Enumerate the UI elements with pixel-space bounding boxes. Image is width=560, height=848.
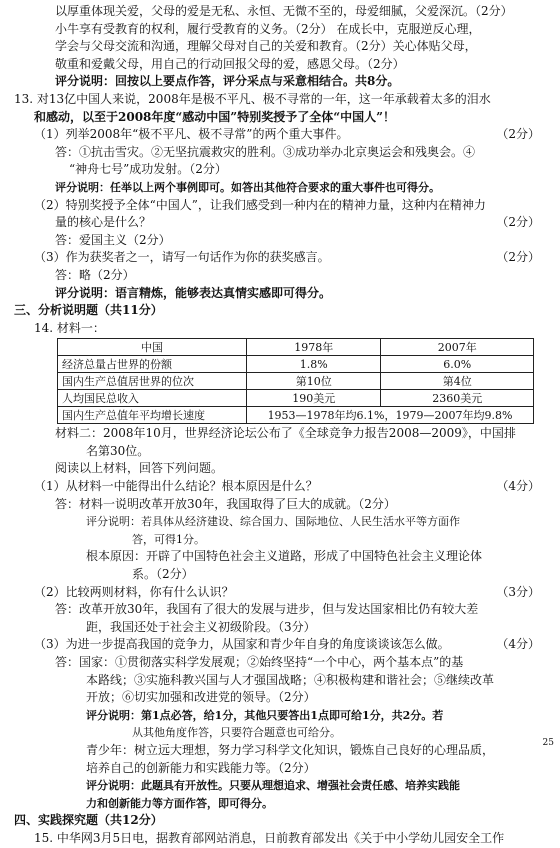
- table-row: [58, 407, 534, 424]
- text-line: 以厚重体现关爱，父母的爱是无私、永恒、无微不至的，母爱细腻，父爱深沉。（2分）: [55, 4, 513, 18]
- table-cell: 6.0%: [381, 356, 534, 373]
- sub-question: [14, 197, 546, 215]
- answer-line: 系。（2分）: [132, 567, 194, 582]
- scoring-note: 从其他角度作答，只要符合题意也可给分。: [132, 726, 341, 740]
- points-label: （2分）: [496, 215, 540, 230]
- answer-line: 培养自己的创新能力和实践能力等。（2分）: [86, 760, 316, 775]
- sub-question-text: （1）列举2008年“极不平凡、极不寻常”的两个重大事件。: [34, 127, 349, 142]
- table-header: 1978年: [247, 339, 381, 356]
- section-heading: 四、实践探究题（共12分）: [14, 813, 163, 828]
- sub-question-text: （1）从材料一中能得出什么结论？根本原因是什么？: [34, 479, 318, 494]
- table-cell: 2360美元: [381, 390, 534, 407]
- sub-question-text: 量的核心是什么？: [55, 215, 152, 230]
- sub-question-text: （3）作为获奖者之一，请写一句话作为你的获奖感言。: [34, 250, 330, 265]
- sub-question: [14, 478, 546, 496]
- question-14: 14. 材料一：: [34, 320, 105, 335]
- answer-line: 答：略（2分）: [55, 267, 135, 282]
- table-cell: 1.8%: [247, 356, 381, 373]
- table-cell: 国内生产总值年平均增长速度: [58, 407, 247, 424]
- sub-question: [14, 584, 546, 602]
- question-15: 15. 中华网3月5日电，据教育部网站消息，日前教育部发出《关于中小学幼儿园安全工作: [34, 830, 505, 845]
- material-2-cont: 名第30位。: [86, 443, 150, 458]
- points-label: （3分）: [496, 584, 540, 599]
- answer-line: 答：国家：①贯彻落实科学发展观；②始终坚持“一个中心，两个基本点”的基: [55, 655, 464, 669]
- answer-line: “神舟七号”成功发射。（2分）: [69, 162, 227, 177]
- answer-line: 根本原因：开辟了中国特色社会主义道路，形成了中国特色社会主义理论体: [86, 549, 483, 564]
- material-2: 材料二：2008年10月，世界经济论坛公布了《全球竞争力报告2008—2009》，中国排: [55, 426, 516, 441]
- points-label: （4分）: [496, 479, 540, 494]
- scoring-note: 评分说明：回按以上要点作答，评分采点与采意相结合。共8分。: [55, 74, 400, 89]
- answer-line: 答：爱国主义（2分）: [55, 232, 171, 247]
- table-row: [58, 390, 534, 407]
- table-row: [58, 373, 534, 390]
- answer-line: 答：材料一说明改革开放30年，我国取得了巨大的成就。（2分）: [55, 496, 396, 511]
- instruction-line: 阅读以上材料，回答下列问题。: [55, 461, 224, 476]
- table-header-row: [58, 339, 534, 356]
- table-cell: 人均国民总收入: [58, 390, 247, 407]
- table-cell: 国内生产总值居世界的位次: [58, 373, 247, 390]
- answer-line: 答：改革开放30年，我国有了很大的发展与进步，但与发达国家相比仍有较大差: [55, 602, 479, 617]
- scoring-note: 评分说明：第1点必答，给1分，其他只要答出1点即可给1分，共2分。若: [86, 708, 444, 722]
- sub-question-text: （3）为进一步提高我国的竞争力，从国家和青少年自身的角度谈谈该怎么做。: [34, 637, 450, 652]
- scoring-note: 评分说明：若具体从经济建设、综合国力、国际地位、人民生活水平等方面作: [86, 515, 460, 529]
- text-line: 学会与父母交流和沟通，理解父母对自己的关爱和教育。（2分）关心体贴父母，: [55, 39, 477, 54]
- answer-line: 本路线；③实施科教兴国与人才强国战略；④积极构建和谐社会；⑤继续改革: [86, 672, 495, 687]
- answer-line: 青少年：树立远大理想，努力学习科学文化知识，锻炼自己良好的心理品质，: [86, 742, 495, 757]
- table-cell: 190美元: [247, 390, 381, 407]
- table-cell: 经济总量占世界的份额: [58, 356, 247, 373]
- table-cell: 1953—1978年均6.1%，1979—2007年均9.8%: [247, 407, 534, 424]
- scoring-note: 评分说明：任举以上两个事例即可。如答出其他符合要求的重大事件也可得分。: [55, 180, 440, 194]
- scoring-note: 评分说明：此题具有开放性。只要从理想追求、增强社会责任感、培养实践能: [86, 779, 460, 793]
- sub-question-text: （2）特别奖授予全体“中国人”，让我们感受到一种内在的精神力量，这种内在精神力: [34, 197, 486, 212]
- answer-line: 开放；⑥切实加强和改进党的领导。（2分）: [86, 690, 316, 705]
- table-cell: 第10位: [247, 373, 381, 390]
- table-header: 2007年: [381, 339, 534, 356]
- answer-line: 距，我国还处于社会主义初级阶段。（3分）: [86, 619, 316, 634]
- page-number: 25: [542, 738, 554, 749]
- table-header: 中国: [58, 339, 247, 356]
- question-13: 13. 对13亿中国人来说，2008年是极不平凡、极不寻常的一年，这一年承载着太多的泪水: [14, 91, 491, 106]
- answer-line: 答：①抗击雪灾。②无坚抗震救灾的胜利。③成功举办北京奥运会和残奥会。④: [55, 144, 476, 159]
- table-row: [58, 356, 534, 373]
- scoring-note: 答，可得1分。: [132, 532, 205, 546]
- sub-question: [14, 214, 546, 232]
- points-label: （2分）: [496, 250, 540, 265]
- sub-question-text: （2）比较两则材料，你有什么认识？: [34, 584, 234, 599]
- text-line: 敬重和爱戴父母，用自己的行动回报父母的爱，感恩父母。（2分）: [55, 56, 405, 71]
- text-line: 小牛享有受教育的权利，履行受教育的义务。（2分） 在成长中，克服逆反心理，: [55, 21, 481, 36]
- sub-question: [14, 636, 546, 654]
- section-heading: 三、分析说明题（共11分）: [14, 303, 163, 318]
- points-label: （4分）: [496, 637, 540, 652]
- sub-question: [14, 126, 546, 144]
- question-13-cont: 和感动，以至于2008年度“感动中国”特别奖授予了全体“中国人”！: [34, 109, 396, 124]
- table-cell: 第4位: [381, 373, 534, 390]
- sub-question: [14, 249, 546, 267]
- material-table: [57, 338, 534, 424]
- points-label: （2分）: [496, 127, 540, 142]
- scoring-note: 力和创新能力等方面作答，即可得分。: [86, 796, 273, 810]
- scoring-note: 评分说明：语言精炼，能够表达真情实感即可得分。: [55, 285, 332, 300]
